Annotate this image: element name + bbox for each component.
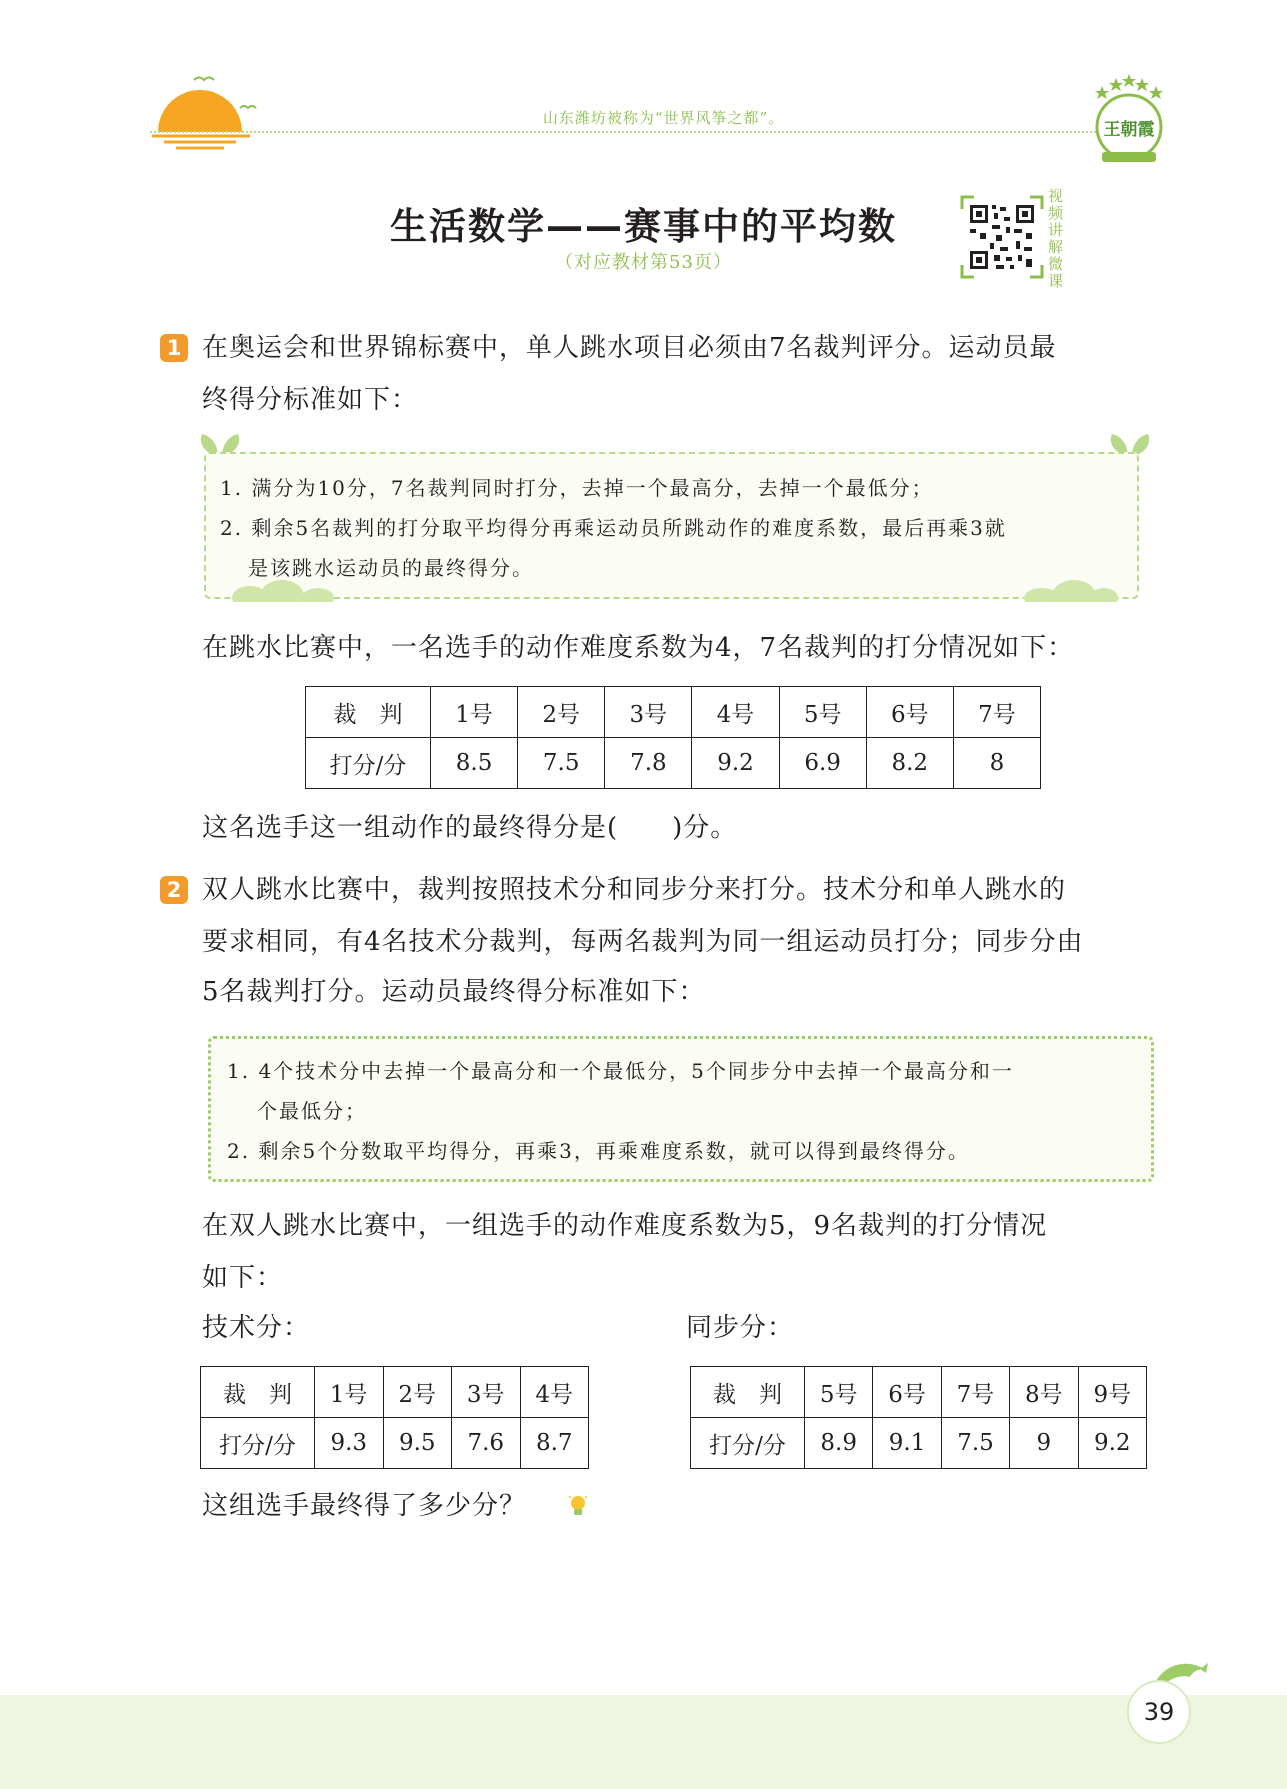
q2-intro-line2: 要求相同，有4名技术分裁判，每两名裁判为同一组运动员打分；同步分由 (202, 927, 1084, 957)
table-cell: 7号 (941, 1367, 1009, 1418)
bush-icon (1020, 574, 1120, 602)
q1-rule-2-line2: 是该跳水运动员的最终得分。 (248, 556, 534, 580)
table-row (201, 1418, 589, 1469)
table-cell: 4号 (692, 687, 779, 738)
q2-rule-1-line2: 个最低分； (257, 1099, 367, 1123)
table-cell: 9.2 (692, 738, 779, 789)
table-cell: 1号 (431, 687, 518, 738)
q2-context-line1: 在双人跳水比赛中，一组选手的动作难度系数为5，9名裁判的打分情况 (202, 1211, 1048, 1241)
q1-question[interactable]: 这名选手这一组动作的最终得分是( )分。 (202, 813, 738, 843)
qr-code-icon[interactable] (960, 195, 1044, 279)
sync-score-table (690, 1366, 1147, 1469)
q2-intro-line3: 5名裁判打分。运动员最终得分标准如下： (202, 977, 706, 1007)
header-note: 山东潍坊被称为“世界风筝之都”。 (542, 109, 785, 127)
table-row (306, 687, 1041, 738)
q1-rule-2-line1: 2. 剩余5名裁判的打分取平均得分再乘运动员所跳动作的难度系数，最后再乘3就 (220, 516, 1007, 540)
table-cell: 1号 (315, 1367, 384, 1418)
q1-context: 在跳水比赛中，一名选手的动作难度系数为4，7名裁判的打分情况如下： (202, 633, 1075, 663)
page-number: 39 (1127, 1680, 1191, 1744)
table-cell: 5号 (805, 1367, 873, 1418)
table-cell: 6号 (873, 1367, 941, 1418)
table-cell: 5号 (779, 687, 866, 738)
question-2-number: 2 (160, 876, 188, 904)
bush-icon (230, 574, 350, 602)
table-cell: 6号 (866, 687, 953, 738)
table-cell: 9 (1010, 1418, 1078, 1469)
q2-rules-box (208, 1036, 1154, 1182)
table-header-judge: 裁 判 (691, 1367, 805, 1418)
tech-score-label: 技术分： (202, 1313, 311, 1343)
table-header-judge: 裁 判 (201, 1367, 315, 1418)
table-cell: 7.6 (452, 1418, 521, 1469)
table-row (691, 1418, 1147, 1469)
q1-score-table (305, 686, 1041, 789)
table-cell: 9号 (1078, 1367, 1146, 1418)
table-cell: 3号 (452, 1367, 521, 1418)
brand-badge-icon (1088, 72, 1170, 167)
header-divider (150, 131, 1100, 133)
q2-rule-1-line1: 1. 4个技术分中去掉一个最高分和一个最低分，5个同步分中去掉一个最高分和一 (227, 1059, 1014, 1083)
page-subtitle: （对应教材第53页） (555, 252, 732, 273)
footer-band (0, 1695, 1287, 1789)
badge-text: 王朝霞 (1103, 120, 1155, 140)
lightbulb-hint-icon[interactable] (568, 1494, 588, 1520)
table-cell: 9.2 (1078, 1418, 1146, 1469)
table-row (691, 1367, 1147, 1418)
q1-rule-1: 1. 满分为10分，7名裁判同时打分，去掉一个最高分，去掉一个最低分； (220, 476, 934, 500)
table-cell: 9.3 (315, 1418, 384, 1469)
table-cell: 8.5 (431, 738, 518, 789)
table-cell: 7.5 (941, 1418, 1009, 1469)
table-cell: 8.2 (866, 738, 953, 789)
table-row (306, 738, 1041, 789)
table-cell: 8.9 (805, 1418, 873, 1469)
q1-intro-line1: 在奥运会和世界锦标赛中，单人跳水项目必须由7名裁判评分。运动员最 (202, 333, 1057, 363)
qr-label: 视频讲解微课 (1048, 187, 1064, 290)
table-cell: 7.8 (605, 738, 692, 789)
q2-context-line2: 如下： (202, 1263, 284, 1293)
sync-score-label: 同步分： (686, 1313, 795, 1343)
table-cell: 8 (953, 738, 1040, 789)
q2-intro-line1: 双人跳水比赛中，裁判按照技术分和同步分来打分。技术分和单人跳水的 (202, 875, 1067, 905)
q2-question[interactable]: 这组选手最终得了多少分？ (202, 1491, 527, 1521)
q1-intro-line2: 终得分标准如下： (202, 385, 419, 415)
table-header-score: 打分/分 (691, 1418, 805, 1469)
q2-rule-2: 2. 剩余5个分数取平均得分，再乘3，再乘难度系数，就可以得到最终得分。 (227, 1139, 970, 1163)
table-cell: 4号 (520, 1367, 589, 1418)
table-cell: 2号 (383, 1367, 452, 1418)
table-cell: 2号 (518, 687, 605, 738)
table-header-score: 打分/分 (201, 1418, 315, 1469)
table-cell: 9.1 (873, 1418, 941, 1469)
table-cell: 7号 (953, 687, 1040, 738)
table-cell: 6.9 (779, 738, 866, 789)
table-row (201, 1367, 589, 1418)
table-cell: 8.7 (520, 1418, 589, 1469)
table-cell: 9.5 (383, 1418, 452, 1469)
table-cell: 3号 (605, 687, 692, 738)
question-1-number: 1 (160, 334, 188, 362)
table-header-score: 打分/分 (306, 738, 431, 789)
table-cell: 8号 (1010, 1367, 1078, 1418)
table-header-judge: 裁 判 (306, 687, 431, 738)
page-title: 生活数学——赛事中的平均数 (390, 205, 897, 248)
tech-score-table (200, 1366, 589, 1469)
table-cell: 7.5 (518, 738, 605, 789)
